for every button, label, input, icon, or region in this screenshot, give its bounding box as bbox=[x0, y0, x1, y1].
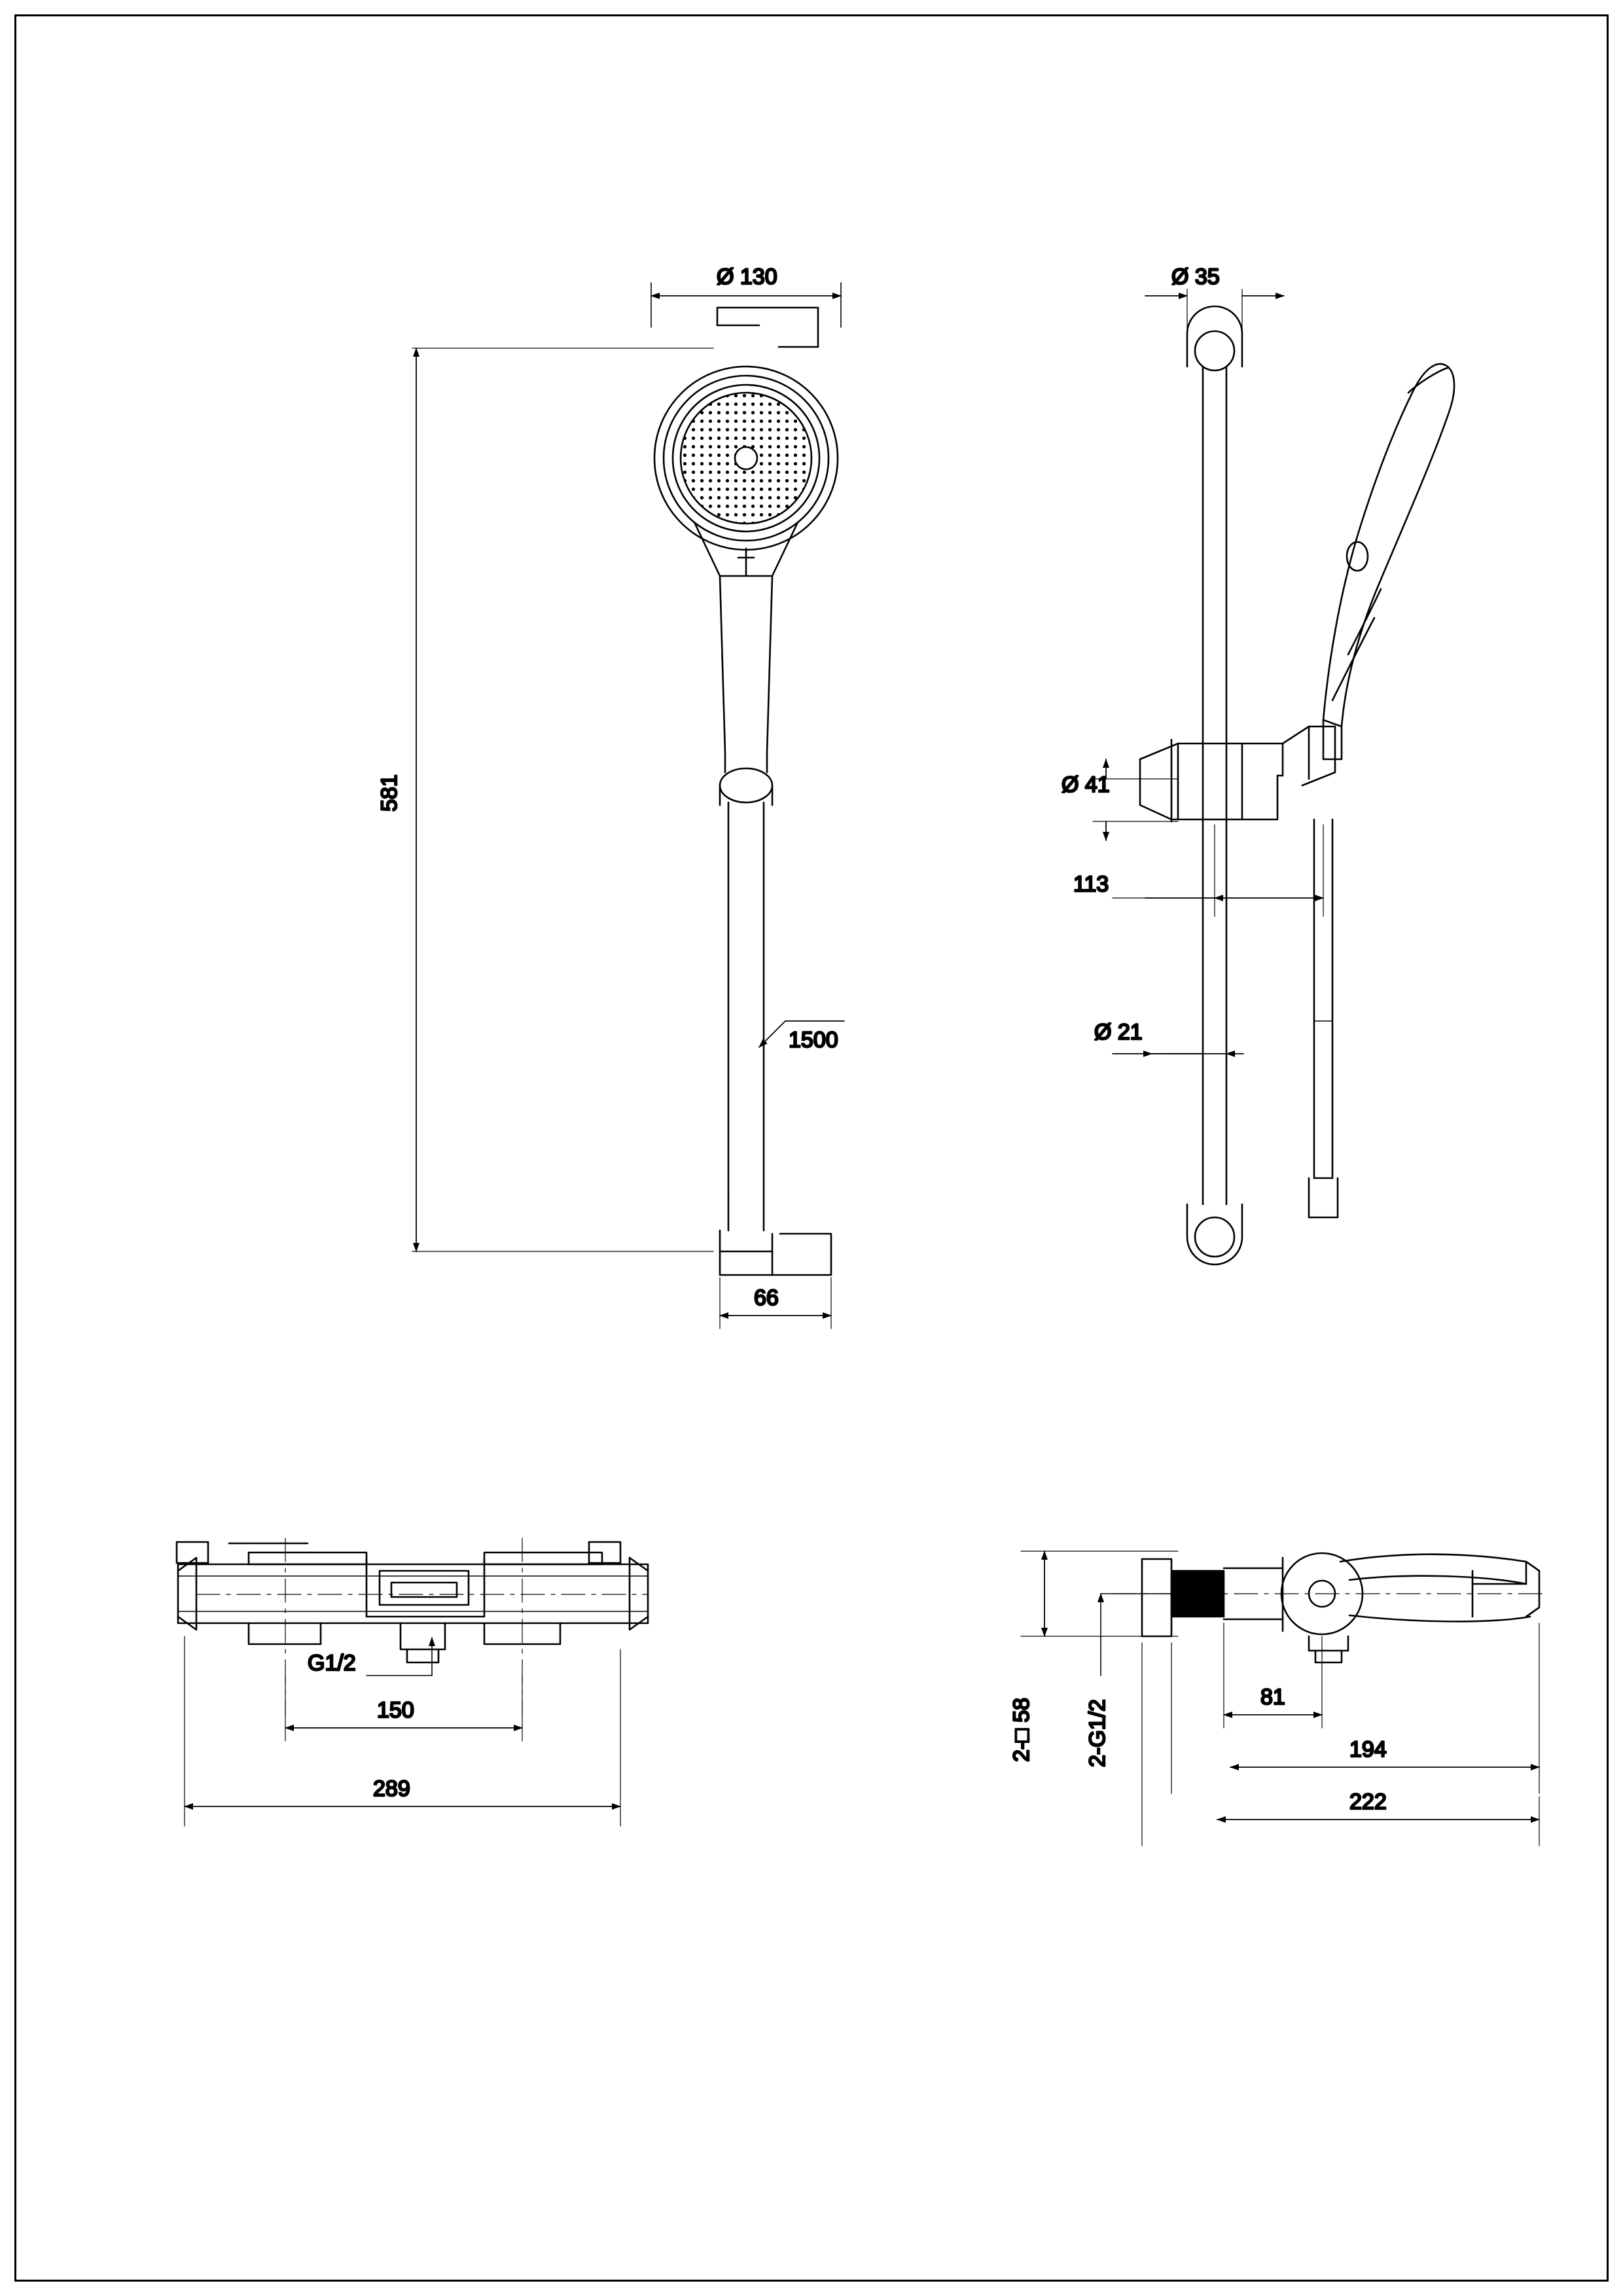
dim-113 bbox=[1113, 825, 1323, 916]
dim-label-81: 81 bbox=[1260, 1685, 1285, 1710]
view-rail-side bbox=[1140, 306, 1454, 1265]
dim-label-150: 150 bbox=[377, 1698, 414, 1723]
view-mixer-side bbox=[1113, 1553, 1544, 1662]
dim-g12-side bbox=[1101, 1594, 1171, 1676]
dim-label-g12: G1/2 bbox=[308, 1651, 356, 1676]
view-mixer-front bbox=[177, 1538, 648, 1715]
view-handshower-front bbox=[654, 308, 838, 1275]
dim-label-sq58: 2-□ 58 bbox=[1009, 1697, 1034, 1762]
dim-dia130 bbox=[651, 283, 841, 327]
dim-label-dia130: Ø 130 bbox=[717, 264, 777, 289]
dim-label-g12x2: 2-G1/2 bbox=[1085, 1699, 1110, 1767]
dim-label-dia21: Ø 21 bbox=[1094, 1020, 1143, 1045]
dim-222 bbox=[1142, 1643, 1539, 1846]
dim-g12-front bbox=[366, 1638, 432, 1676]
dim-label-113: 113 bbox=[1073, 872, 1109, 897]
dim-label-581: 581 bbox=[377, 774, 402, 812]
dim-dia41 bbox=[1093, 759, 1178, 840]
dim-label-1500: 1500 bbox=[789, 1028, 838, 1052]
dim-dia35 bbox=[1145, 289, 1284, 332]
dim-194 bbox=[1171, 1623, 1539, 1793]
dim-label-289: 289 bbox=[373, 1776, 410, 1801]
dim-label-222: 222 bbox=[1349, 1789, 1387, 1814]
dim-label-66: 66 bbox=[754, 1285, 779, 1310]
dim-81 bbox=[1224, 1623, 1322, 1728]
dim-label-dia35: Ø 35 bbox=[1171, 264, 1220, 289]
dim-label-dia41: Ø 41 bbox=[1061, 772, 1110, 797]
dim-label-194: 194 bbox=[1349, 1737, 1387, 1762]
